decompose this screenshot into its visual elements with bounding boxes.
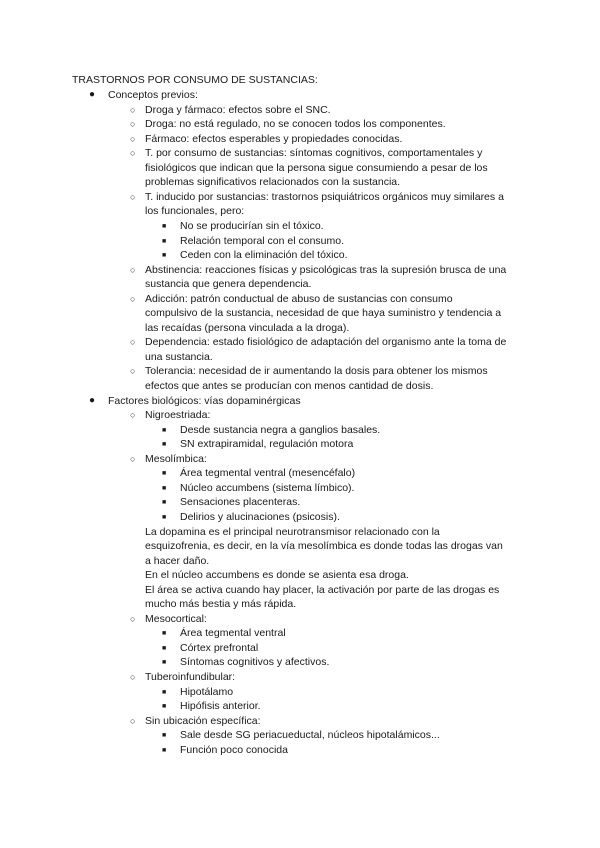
bullet-disc-icon: ● <box>89 394 96 406</box>
bullet-circle-icon: ○ <box>130 191 136 202</box>
bullet-circle-icon: ○ <box>130 672 136 682</box>
sub-list-item: Desde sustancia negra a ganglios basales. <box>180 423 381 436</box>
bullet-circle-icon: ○ <box>130 133 136 144</box>
bullet-square-icon: ■ <box>162 630 167 638</box>
list-item-line: problemas significativos relacionados con la sustancia. <box>145 176 401 189</box>
bullet-square-icon: ■ <box>162 703 167 711</box>
paragraph-line: a hacer daño. <box>145 554 210 567</box>
bullet-circle-icon: ○ <box>130 264 136 275</box>
list-item-line: Sin ubicación específica: <box>145 714 261 727</box>
paragraph-line: mucho más bestia y más rápida. <box>145 598 297 611</box>
bullet-square-icon: ■ <box>162 426 167 434</box>
sub-list-item: Área tegmental ventral (mesencéfalo) <box>180 467 356 480</box>
bullet-circle-icon: ○ <box>130 293 136 304</box>
list-item-line: T. por consumo de sustancias: síntomas cognitivos, comportamentales y <box>145 147 483 160</box>
bullet-square-icon: ■ <box>162 470 167 478</box>
list-item-line: las recaídas (persona vinculada a la droga). <box>145 321 350 334</box>
sub-list-item: Hipotálamo <box>180 685 234 698</box>
list-item-line: Droga y fármaco: efectos sobre el SNC. <box>145 103 331 116</box>
list-item-line: efectos que antes se producían con menos cantidad de dosis. <box>145 380 434 392</box>
bullet-square-icon: ■ <box>162 237 167 245</box>
list-item-line: Nigroestriada: <box>145 409 211 422</box>
list-item-line: Adicción: patrón conductual de abuso de sustancias con consumo <box>145 292 453 305</box>
bullet-square-icon: ■ <box>162 513 167 521</box>
section-heading: Conceptos previos: <box>108 89 198 101</box>
list-item-line: Abstinencia: reacciones físicas y psicológicas tras la supresión brusca de una <box>145 263 507 276</box>
sub-list-item: Área tegmental ventral <box>180 627 286 640</box>
paragraph-line: La dopamina es el principal neurotransmisor relacionado con la <box>145 525 440 538</box>
bullet-circle-icon: ○ <box>130 410 136 421</box>
bullet-circle-icon: ○ <box>130 337 136 348</box>
list-item-line: T. inducido por sustancias: trastornos psiquiátricos orgánicos muy similares a <box>145 190 504 203</box>
list-item-line: una sustancia. <box>145 350 213 363</box>
list-item-line: Dependencia: estado fisiológico de adaptación del organismo ante la toma de <box>145 336 507 349</box>
bullet-square-icon: ■ <box>162 746 167 754</box>
sub-list-item: Ceden con la eliminación del tóxico. <box>180 249 348 262</box>
paragraph-line: En el núcleo accumbens es donde se asienta esa droga. <box>145 569 409 582</box>
sub-list-item: SN extrapiramidal, regulación motora <box>180 438 354 451</box>
bullet-square-icon: ■ <box>162 688 167 696</box>
paragraph-line: esquizofrenia, es decir, en la vía mesolímbica es donde todas las drogas van <box>145 540 503 553</box>
list-item-line: Mesolímbica: <box>145 452 207 465</box>
bullet-square-icon: ■ <box>162 499 167 507</box>
list-item-line: fisiológicos que indican que la persona sigue consumiendo a pesar de los <box>145 161 488 174</box>
list-item-line: los funcionales, pero: <box>145 205 245 218</box>
bullet-disc-icon: ● <box>89 89 96 100</box>
sub-list-item: Delirios y alucinaciones (psicosis). <box>180 510 340 523</box>
bullet-square-icon: ■ <box>162 252 167 260</box>
list-item-line: Fármaco: efectos esperables y propiedades conocidas. <box>145 132 403 145</box>
paragraph-line: El área se activa cuando hay placer, la activación por parte de las drogas es <box>145 583 500 596</box>
bullet-circle-icon: ○ <box>130 104 136 115</box>
sub-list-item: Núcleo accumbens (sistema límbico). <box>180 481 355 494</box>
list-item-line: Tuberoinfundibular: <box>145 671 236 683</box>
list-item-line: Mesocortical: <box>145 612 207 625</box>
sub-list-item: Función poco conocida <box>180 743 288 756</box>
list-item-line: sustancia que genera dependencia. <box>145 278 312 291</box>
bullet-square-icon: ■ <box>162 644 167 652</box>
sub-list-item: Córtex prefrontal <box>180 641 259 654</box>
sub-list-item: Sensaciones placenteras. <box>180 496 301 509</box>
bullet-circle-icon: ○ <box>130 366 136 377</box>
bullet-square-icon: ■ <box>162 484 167 492</box>
sub-list-item: Sale desde SG periacueductal, núcleos hipotalámicos... <box>180 729 440 742</box>
list-item-line: compulsivo de la sustancia, necesidad de que haya suministro y tendencia a <box>145 307 502 320</box>
bullet-square-icon: ■ <box>162 441 167 449</box>
bullet-square-icon: ■ <box>162 222 167 230</box>
bullet-circle-icon: ○ <box>130 119 136 130</box>
bullet-square-icon: ■ <box>162 659 167 667</box>
bullet-square-icon: ■ <box>162 732 167 740</box>
section-heading: Factores biológicos: vías dopaminérgicas <box>108 394 301 407</box>
sub-list-item: Hipófisis anterior. <box>180 700 261 713</box>
sub-list-item: Relación temporal con el consumo. <box>180 234 345 247</box>
bullet-circle-icon: ○ <box>130 613 136 624</box>
sub-list-item: No se producirían sin el tóxico. <box>180 219 324 232</box>
sub-list-item: Síntomas cognitivos y afectivos. <box>180 656 330 669</box>
bullet-circle-icon: ○ <box>130 148 136 159</box>
document-title: TRASTORNOS POR CONSUMO DE SUSTANCIAS: <box>72 74 318 86</box>
list-item-line: Tolerancia: necesidad de ir aumentando la dosis para obtener los mismos <box>145 365 488 378</box>
bullet-circle-icon: ○ <box>130 715 136 726</box>
list-item-line: Droga: no está regulado, no se conocen todos los componentes. <box>145 118 446 131</box>
bullet-circle-icon: ○ <box>130 453 136 464</box>
